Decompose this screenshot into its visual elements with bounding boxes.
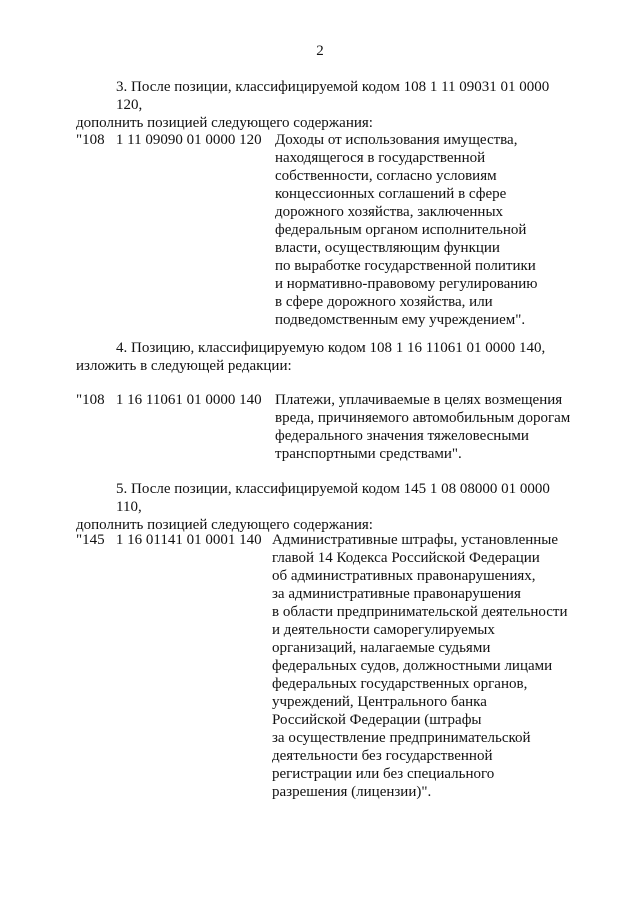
entry-5-description-line: за осуществление предпринимательской bbox=[272, 730, 531, 746]
entry-5-description-line: за административные правонарушения bbox=[272, 586, 521, 602]
entry-5-code: "145 1 16 01141 01 0001 140 bbox=[76, 532, 262, 548]
entry-5-description-line: деятельности без государственной bbox=[272, 748, 493, 764]
entry-4-description-line: федерального значения тяжеловесными bbox=[275, 428, 529, 444]
entry-5-description-line: федеральных государственных органов, bbox=[272, 676, 528, 692]
paragraph-3-line-1: 3. После позиции, классифицируемой кодом 108 1 11 09031 01 0000 120, bbox=[116, 79, 550, 113]
entry-3-description-line: находящегося в государственной bbox=[275, 150, 486, 166]
entry-3-code: "108 1 11 09090 01 0000 120 bbox=[76, 132, 262, 148]
entry-5-description-line: федеральных судов, должностными лицами bbox=[272, 658, 553, 674]
entry-5-description-line: Административные штрафы, установленные bbox=[272, 532, 559, 548]
entry-5-description-line: и деятельности саморегулируемых bbox=[272, 622, 495, 638]
entry-5-description-line: Российской Федерации (штрафы bbox=[272, 712, 482, 728]
entry-3-description-line: и нормативно-правовому регулированию bbox=[275, 276, 538, 292]
entry-5-description-line: учреждений, Центрального банка bbox=[272, 694, 487, 710]
entry-3-description-line: по выработке государственной политики bbox=[275, 258, 536, 274]
entry-3-description-line: концессионных соглашений в сфере bbox=[275, 186, 507, 202]
entry-5-description-line: в области предпринимательской деятельности bbox=[272, 604, 568, 620]
entry-5-description-line: организаций, налагаемые судьями bbox=[272, 640, 491, 656]
entry-4-description-line: транспортными средствами". bbox=[275, 446, 462, 462]
page-number: 2 bbox=[316, 43, 324, 59]
paragraph-5 bbox=[76, 480, 570, 534]
entry-3-description-line: федеральным органом исполнительной bbox=[275, 222, 527, 238]
entry-5-description-line: главой 14 Кодекса Российской Федерации bbox=[272, 550, 540, 566]
entry-3-description-line: собственности, согласно условиям bbox=[275, 168, 497, 184]
paragraph-3-line-2: дополнить позицией следующего содержания: bbox=[76, 115, 373, 131]
entry-3-description-line: Доходы от использования имущества, bbox=[275, 132, 518, 148]
entry-3-description-line: власти, осуществляющим функции bbox=[275, 240, 500, 256]
entry-3-description-line: дорожного хозяйства, заключенных bbox=[275, 204, 504, 220]
paragraph-4 bbox=[76, 339, 570, 375]
paragraph-5-line-2: дополнить позицией следующего содержания: bbox=[76, 517, 373, 533]
entry-3-description-line: в сфере дорожного хозяйства, или bbox=[275, 294, 493, 310]
entry-3-description bbox=[275, 131, 538, 329]
paragraph-4-line-2: изложить в следующей редакции: bbox=[76, 358, 292, 374]
entry-4-code: "108 1 16 11061 01 0000 140 bbox=[76, 392, 262, 408]
entry-5-description-line: регистрации или без специального bbox=[272, 766, 495, 782]
entry-5-description-line: разрешения (лицензии)". bbox=[272, 784, 432, 800]
entry-4-description-line: Платежи, уплачиваемые в целях возмещения bbox=[275, 392, 563, 408]
entry-5-description-line: об административных правонарушениях, bbox=[272, 568, 536, 584]
entry-4-description bbox=[275, 391, 570, 463]
paragraph-4-line-1: 4. Позицию, классифицируемую кодом 108 1 16 11061 01 0000 140, bbox=[116, 340, 546, 356]
entry-5-description bbox=[272, 531, 567, 801]
entry-4-description-line: вреда, причиняемого автомобильным дорогам bbox=[275, 410, 571, 426]
paragraph-5-line-1: 5. После позиции, классифицируемой кодом 145 1 08 08000 01 0000 110, bbox=[116, 481, 550, 515]
entry-3-description-line: подведомственным ему учреждением". bbox=[275, 312, 526, 328]
paragraph-3 bbox=[76, 78, 570, 132]
